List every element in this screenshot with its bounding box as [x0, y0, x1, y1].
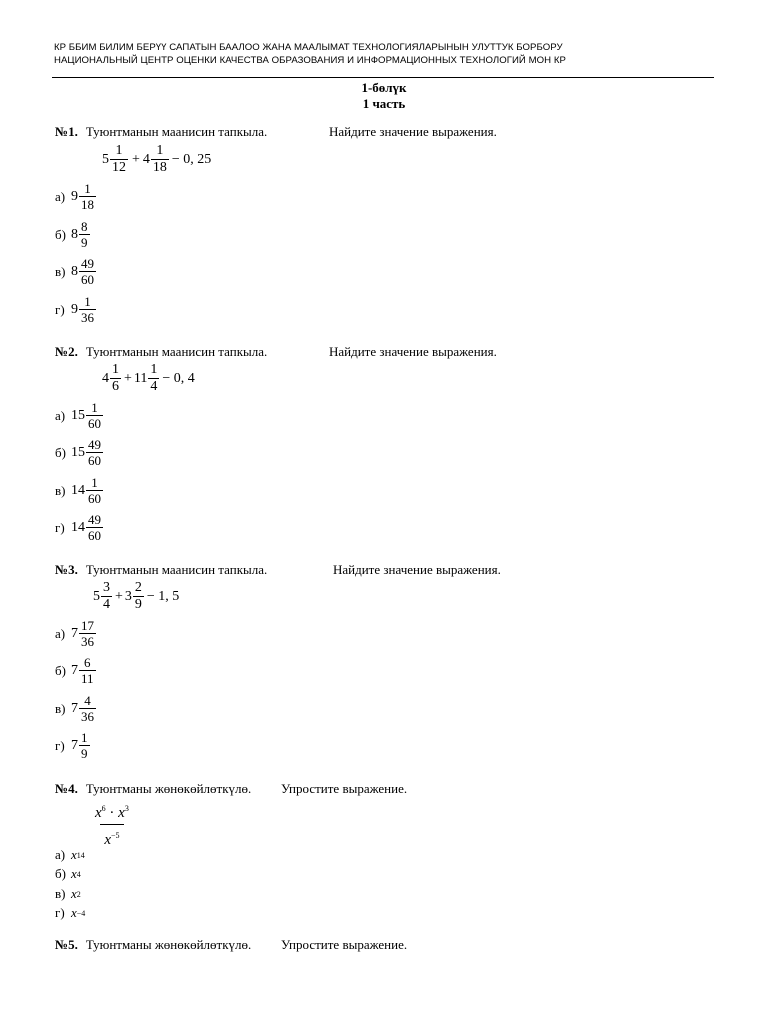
numerator: 1 [84, 294, 91, 309]
question-2-option-b[interactable] [55, 437, 104, 468]
denominator: 60 [88, 416, 101, 431]
whole-part: 7 [71, 737, 78, 753]
question-text-kg: Туюнтманын маанисин тапкыла. [85, 562, 268, 577]
fraction [86, 512, 103, 543]
denominator: 9 [81, 746, 88, 761]
option-label: а) [55, 407, 66, 423]
question-1-expression [102, 143, 211, 176]
whole-part: 5 [93, 588, 100, 604]
numerator [91, 800, 133, 824]
option-label: в) [55, 886, 66, 901]
exponent: 14 [76, 850, 85, 860]
denominator: 18 [81, 197, 94, 212]
whole-part: 7 [71, 662, 78, 678]
numerator: 1 [156, 143, 164, 158]
whole-part: 15 [71, 444, 85, 460]
operator: + [115, 588, 123, 604]
whole-part: 3 [124, 588, 132, 604]
exponent: 4 [76, 869, 81, 879]
question-5-text-ru: Упростите выражение. [281, 937, 408, 952]
question-1-option-a[interactable] [55, 181, 97, 212]
option-label: г) [55, 737, 65, 753]
question-1-option-b[interactable] [55, 219, 91, 250]
denominator [100, 824, 123, 849]
question-number: №3. [55, 562, 78, 577]
numerator: 6 [84, 655, 91, 670]
question-4-expression [91, 800, 133, 849]
whole-part: 4 [142, 151, 150, 167]
variable: x [71, 905, 77, 920]
question-3-option-d[interactable] [55, 730, 91, 761]
question-number: №5. [55, 937, 78, 952]
question-4-prompt [55, 781, 251, 797]
denominator: 36 [81, 709, 94, 724]
fraction [133, 580, 144, 613]
expression-tail: − 1, 5 [146, 588, 180, 604]
question-text-kg: Туюнтманын маанисин тапкыла. [85, 344, 268, 359]
fraction [79, 655, 96, 686]
numerator: 49 [81, 256, 94, 271]
question-4-text-ru: Упростите выражение. [281, 781, 408, 796]
whole-part: 8 [71, 263, 78, 279]
numerator: 1 [115, 143, 123, 158]
denominator: 9 [134, 597, 142, 612]
exponent: 3 [124, 804, 129, 813]
denominator: 4 [103, 597, 110, 612]
fraction [79, 693, 96, 724]
option-label: г) [55, 519, 65, 535]
numerator: 2 [134, 580, 142, 595]
part-title-ru: 1 часть [362, 96, 406, 111]
denominator: 9 [81, 235, 88, 250]
fraction [79, 294, 96, 325]
exponent: −5 [111, 831, 120, 840]
denominator: 60 [88, 491, 101, 506]
question-1-text-ru: Найдите значение выражения. [329, 124, 497, 139]
numerator: 1 [84, 181, 91, 196]
fraction [79, 730, 90, 761]
whole-part: 14 [71, 519, 85, 535]
option-label: б) [55, 226, 66, 242]
denominator: 36 [81, 310, 94, 325]
denominator: 36 [81, 634, 94, 649]
numerator: 1 [91, 400, 98, 415]
numerator: 1 [112, 362, 119, 377]
question-text-kg: Туюнтманы жөнөкөйлөткүлө. [85, 781, 252, 796]
question-number: №2. [55, 344, 78, 359]
question-text-kg: Туюнтманы жөнөкөйлөткүлө. [85, 937, 252, 952]
denominator: 12 [112, 160, 126, 175]
question-2-option-d[interactable] [55, 512, 104, 543]
fraction [79, 181, 96, 212]
variable: x [71, 866, 77, 881]
option-label: в) [55, 263, 66, 279]
numerator: 49 [88, 512, 101, 527]
fraction [110, 143, 128, 176]
expression-tail: − 0, 4 [162, 370, 195, 386]
question-number: №1. [55, 124, 78, 139]
operator: · [109, 805, 115, 821]
header-line-kg: КР ББИМ БИЛИМ БЕРҮҮ САПАТЫН БААЛОО ЖАНА МААЛЫМАТ ТЕХНОЛОГИЯЛАРЫНЫН УЛУТТУК БОРБОРУ [54, 42, 563, 53]
whole-part: 4 [102, 370, 109, 386]
fraction [86, 437, 103, 468]
question-3-prompt [55, 562, 267, 578]
numerator: 3 [103, 580, 110, 595]
operator: + [124, 370, 132, 386]
variable: x [95, 805, 102, 821]
question-4-option-c[interactable] [55, 886, 81, 902]
question-1-option-d[interactable] [55, 294, 97, 325]
denominator: 60 [81, 272, 94, 287]
whole-part: 9 [71, 301, 78, 317]
whole-part: 15 [71, 407, 85, 423]
whole-part: 7 [71, 625, 78, 641]
question-number: №4. [55, 781, 78, 796]
fraction [101, 580, 112, 613]
denominator: 60 [88, 453, 101, 468]
numerator: 8 [81, 219, 88, 234]
denominator: 6 [112, 379, 119, 394]
option-label: а) [55, 625, 66, 641]
option-label: г) [55, 301, 65, 317]
fraction [79, 256, 96, 287]
denominator: 60 [88, 528, 101, 543]
denominator: 4 [150, 379, 158, 394]
fraction [110, 362, 121, 395]
question-3-option-b[interactable] [55, 655, 97, 686]
header-line-ru: НАЦИОНАЛЬНЫЙ ЦЕНТР ОЦЕНКИ КАЧЕСТВА ОБРАЗОВАНИЯ И ИНФОРМАЦИОННЫХ ТЕХНОЛОГИЙ МОН КР [54, 55, 566, 66]
question-3-option-a[interactable] [55, 618, 97, 649]
exponent: 6 [101, 804, 106, 813]
numerator: 4 [84, 693, 91, 708]
question-3-text-ru: Найдите значение выражения. [333, 562, 501, 577]
numerator: 1 [81, 730, 88, 745]
option-label: б) [55, 444, 66, 460]
question-2-expression [102, 362, 195, 395]
part-title-kg: 1-бөлүк [361, 80, 407, 95]
numerator: 49 [88, 437, 101, 452]
whole-part: 5 [102, 151, 109, 167]
question-2-option-c[interactable] [55, 475, 104, 506]
option-label: а) [55, 188, 66, 204]
whole-part: 7 [71, 700, 78, 716]
variable: x [71, 886, 77, 901]
option-label: в) [55, 482, 66, 498]
question-1-prompt [55, 124, 267, 140]
exponent: −4 [76, 908, 86, 918]
whole-part: 9 [71, 188, 78, 204]
option-label: в) [55, 700, 66, 716]
question-2-option-a[interactable] [55, 400, 104, 431]
option-label: а) [55, 847, 66, 862]
fraction [79, 618, 96, 649]
question-4-option-d[interactable] [55, 905, 85, 921]
question-2-prompt [55, 344, 267, 360]
header-divider [52, 77, 714, 78]
question-4-option-a[interactable] [55, 847, 85, 863]
fraction [86, 400, 103, 431]
numerator: 17 [81, 618, 94, 633]
question-4-option-b[interactable] [55, 866, 81, 882]
fraction [148, 362, 159, 395]
option-label: г) [55, 905, 65, 920]
variable: x [104, 832, 111, 848]
variable: x [71, 847, 77, 862]
denominator: 11 [81, 671, 94, 686]
question-2-text-ru: Найдите значение выражения. [329, 344, 497, 359]
option-label: б) [55, 866, 66, 881]
whole-part: 8 [71, 226, 78, 242]
question-5-prompt [55, 937, 251, 953]
fraction [86, 475, 103, 506]
fraction [79, 219, 90, 250]
exponent: 2 [76, 889, 81, 899]
numerator: 1 [150, 362, 158, 377]
expression-tail: − 0, 25 [171, 151, 212, 167]
whole-part: 11 [133, 370, 148, 386]
variable: x [118, 805, 125, 821]
question-3-option-c[interactable] [55, 693, 97, 724]
denominator: 18 [152, 160, 167, 175]
operator: + [132, 151, 140, 167]
whole-part: 14 [71, 482, 85, 498]
question-1-option-c[interactable] [55, 256, 97, 287]
question-3-expression [93, 580, 179, 613]
fraction [151, 143, 169, 176]
question-text-kg: Туюнтманын маанисин тапкыла. [85, 124, 268, 139]
option-label: б) [55, 662, 66, 678]
numerator: 1 [91, 475, 98, 490]
